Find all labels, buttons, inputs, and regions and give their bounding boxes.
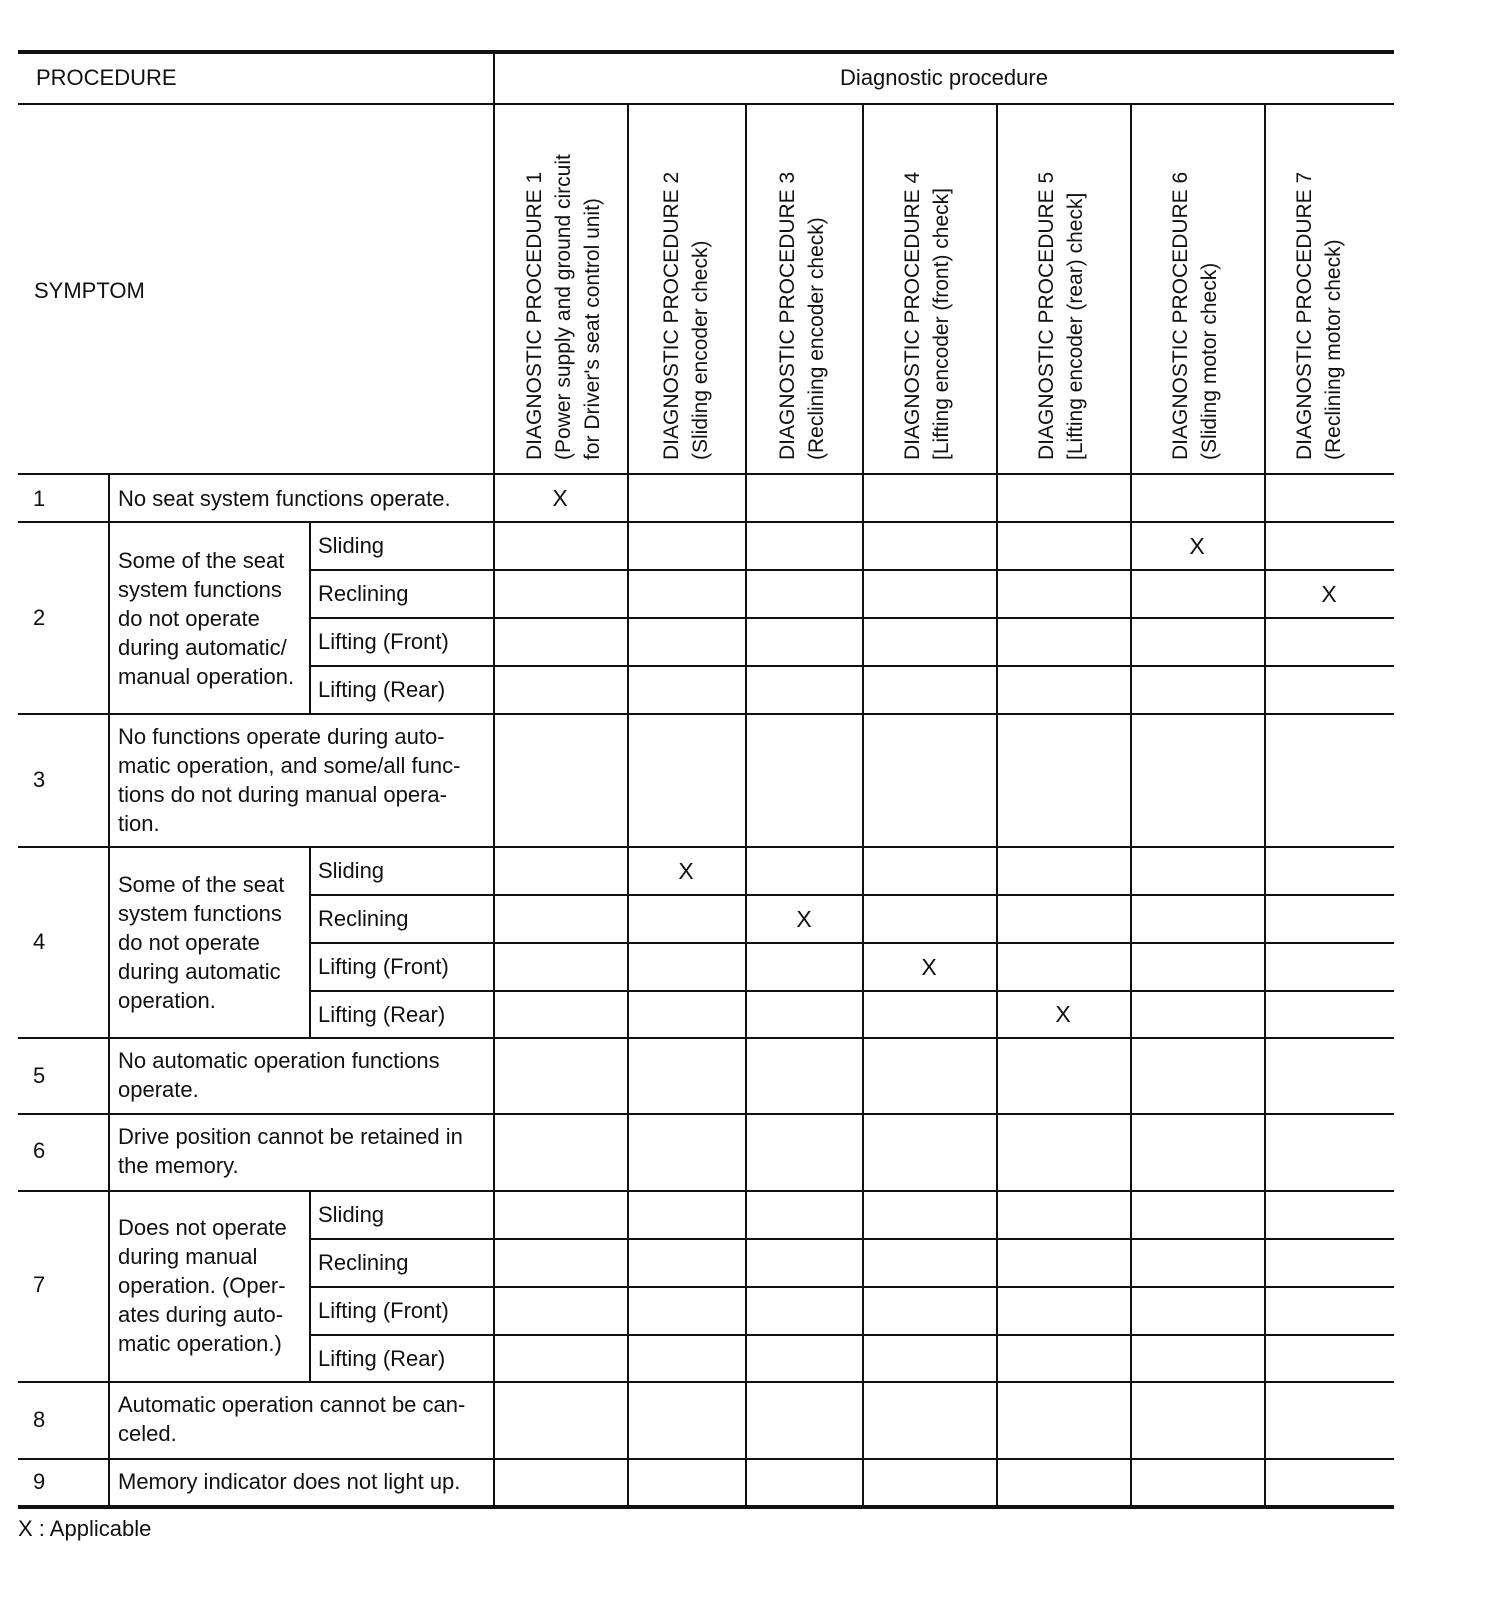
sub-symptom-label: Reclining [318, 1250, 409, 1275]
procedure-header: PROCEDURE [36, 65, 177, 90]
symptom-number: 2 [33, 605, 46, 630]
sub-symptom-label: Lifting (Front) [318, 629, 449, 654]
sub-symptom-label: Lifting (Front) [318, 1298, 449, 1323]
header-divider [18, 103, 1394, 105]
sub-symptom-label: Lifting (Rear) [318, 677, 446, 702]
sub-symptom-label: Lifting (Rear) [318, 1346, 446, 1371]
column-divider [1130, 104, 1132, 1507]
symptom-text: Memory indicator does not light up. [118, 1469, 461, 1494]
row-divider [310, 894, 1394, 896]
row-divider [18, 1037, 1394, 1039]
row-divider [310, 1286, 1394, 1288]
procedure-column-header-6: DIAGNOSTIC PROCEDURE 6 (Sliding motor check) [1169, 171, 1221, 460]
symptom-text: No functions operate during auto- matic operation, and some/all func- tions do not during manual opera- tion. [118, 724, 461, 836]
row-divider [310, 1238, 1394, 1240]
column-divider [627, 104, 629, 1507]
symptom-number: 6 [33, 1138, 46, 1163]
procedure-column-header-7: DIAGNOSTIC PROCEDURE 7 (Reclining motor check) [1293, 171, 1345, 460]
procedure-column-header-5: DIAGNOSTIC PROCEDURE 5 [Lifting encoder (rear) check] [1035, 171, 1087, 460]
column-divider [309, 846, 311, 1039]
procedure-column-header-3: DIAGNOSTIC PROCEDURE 3 (Reclining encoder check) [776, 171, 828, 460]
row-divider [18, 846, 1394, 848]
column-divider [996, 104, 998, 1507]
applicable-mark: X [1189, 533, 1205, 559]
procedure-column-header-2: DIAGNOSTIC PROCEDURE 2 (Sliding encoder check) [660, 171, 712, 460]
row-divider [310, 569, 1394, 571]
row-divider [310, 617, 1394, 619]
symptom-text: Does not operate during manual operation. (Oper- ates during auto- matic operation.) [118, 1215, 287, 1356]
symptom-header: SYMPTOM [34, 278, 145, 303]
sub-symptom-label: Sliding [318, 858, 385, 883]
symptom-text: Some of the seat system functions do not operate during automatic operation. [118, 872, 285, 1013]
sub-symptom-label: Lifting (Front) [318, 954, 449, 979]
applicable-mark: X [678, 858, 694, 884]
row-divider [310, 990, 1394, 992]
row-divider [18, 1113, 1394, 1115]
column-divider [493, 52, 495, 1507]
applicable-mark: X [1055, 1001, 1071, 1027]
legend-note: X : Applicable [18, 1516, 152, 1541]
row-divider [18, 1381, 1394, 1383]
row-divider [18, 521, 1394, 523]
sub-symptom-label: Reclining [318, 906, 409, 931]
diagnostic-procedure-header: Diagnostic procedure [840, 65, 1048, 90]
column-divider [745, 104, 747, 1507]
row-divider [18, 1190, 1394, 1192]
symptom-text: Some of the seat system functions do not operate during automatic/ manual operation. [118, 548, 295, 689]
applicable-mark: X [1321, 581, 1337, 607]
row-divider [310, 665, 1394, 667]
header-bottom-rule [18, 473, 1394, 475]
symptom-number: 9 [33, 1469, 46, 1494]
row-divider [310, 942, 1394, 944]
applicable-mark: X [796, 906, 812, 932]
symptom-text: Automatic operation cannot be can- celed. [118, 1392, 466, 1446]
row-divider [310, 1334, 1394, 1336]
symptom-number: 5 [33, 1063, 46, 1088]
sub-symptom-label: Sliding [318, 533, 385, 558]
symptom-text: No seat system functions operate. [118, 486, 451, 511]
procedure-column-header-1: DIAGNOSTIC PROCEDURE 1 (Power supply and ground circuit for Driver's seat control unit) [523, 154, 604, 460]
column-divider [309, 1190, 311, 1383]
column-divider [862, 104, 864, 1507]
symptom-number: 3 [33, 767, 46, 792]
table-bottom-rule [18, 1505, 1394, 1509]
sub-symptom-label: Reclining [318, 581, 409, 606]
symptom-number: 4 [33, 929, 46, 954]
symptom-number: 8 [33, 1407, 46, 1432]
applicable-mark: X [552, 485, 568, 511]
sub-symptom-label: Lifting (Rear) [318, 1002, 446, 1027]
applicable-mark: X [921, 954, 937, 980]
symptom-number: 1 [33, 486, 46, 511]
symptom-text: Drive position cannot be retained in the memory. [118, 1124, 463, 1178]
procedure-column-header-4: DIAGNOSTIC PROCEDURE 4 [Lifting encoder (front) check] [901, 171, 953, 460]
column-divider [309, 521, 311, 715]
symptom-number: 7 [33, 1272, 46, 1297]
sub-symptom-label: Sliding [318, 1202, 385, 1227]
symptom-text: No automatic operation functions operate. [118, 1048, 440, 1102]
row-divider [18, 713, 1394, 715]
column-divider [108, 473, 110, 1507]
row-divider [18, 1458, 1394, 1460]
table-top-rule [18, 50, 1394, 54]
column-divider [1264, 104, 1266, 1507]
